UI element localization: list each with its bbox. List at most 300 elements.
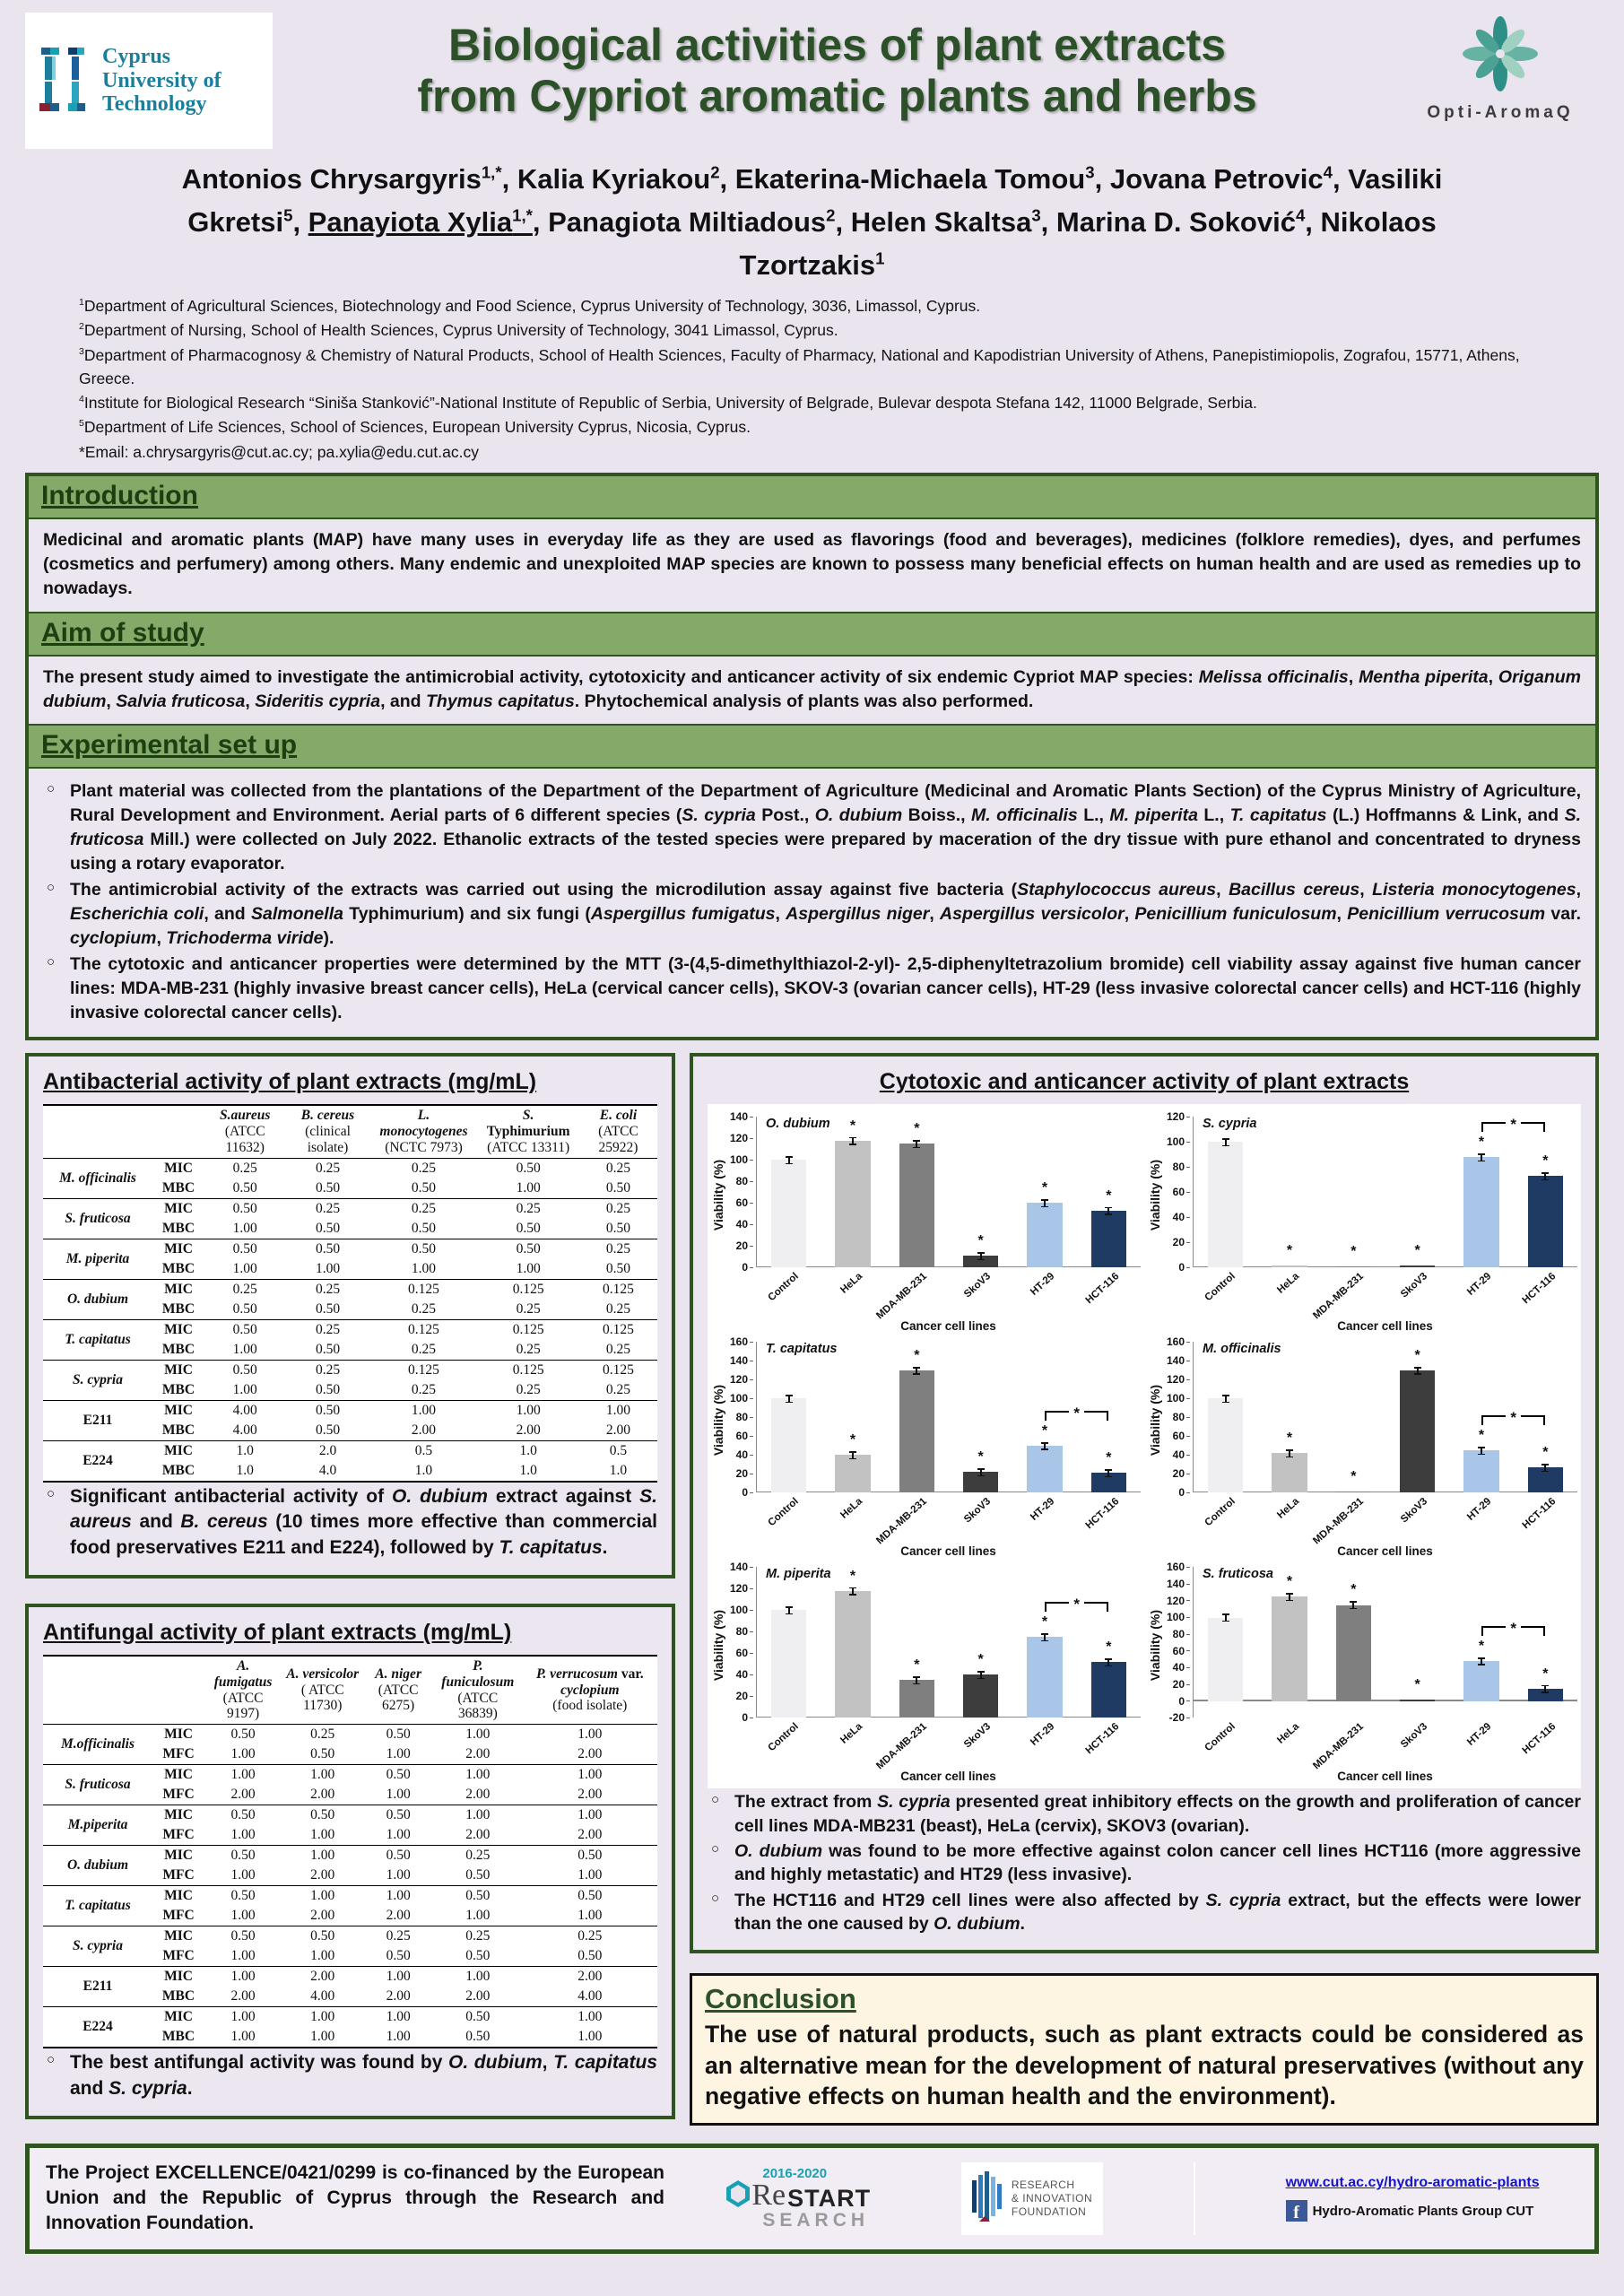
significance-star: *	[1286, 1574, 1293, 1590]
significance-star: *	[1542, 1665, 1549, 1682]
value-cell: 1.00	[516, 1179, 541, 1196]
antifungal-bullet	[43, 2050, 657, 2101]
significance-star: *	[1350, 1468, 1357, 1484]
species-cell: M.officinalis	[61, 1736, 135, 1752]
x-tick-label: SkoV3	[1398, 1721, 1430, 1751]
section-introduction-heading: Introduction	[41, 480, 198, 510]
value-cell: 0.25	[578, 1928, 603, 1944]
value-cell: 0.25	[605, 1381, 631, 1397]
cut-website-link[interactable]: www.cut.ac.cy/hydro-aromatic-plants	[1285, 2175, 1540, 2191]
bar-HT-29	[1027, 1203, 1062, 1267]
significance-star: *	[1542, 1153, 1549, 1170]
x-axis-labels	[1193, 1718, 1577, 1775]
value-cell: 4.00	[310, 1988, 335, 2005]
conclusion-heading: Conclusion	[705, 1983, 856, 2015]
value-cell: 1.00	[578, 1726, 603, 1743]
y-axis-label: Viability (%)	[1148, 1610, 1162, 1682]
significance-star: *	[849, 1432, 856, 1448]
value-cell: 1.0	[519, 1442, 537, 1458]
x-axis-title: Cancer cell lines	[1337, 1770, 1433, 1784]
value-cell: 2.00	[310, 1969, 335, 1985]
species-cell: S. fruticosa	[65, 1777, 131, 1793]
table-row: MFC 1.00 2.00 2.00 1.00 1.00	[43, 1906, 657, 1926]
affiliations	[79, 294, 1545, 464]
value-cell: 0.50	[605, 1260, 631, 1276]
cytotoxic-heading: Cytotoxic and anticancer activity of plant extracts	[879, 1069, 1410, 1095]
value-cell: 0.50	[230, 1726, 256, 1743]
value-cell: 0.50	[232, 1240, 257, 1257]
x-tick-label: HCT-116	[1520, 1496, 1559, 1532]
error-bar	[916, 1140, 917, 1148]
value-cell: 0.25	[516, 1381, 541, 1397]
species-cell: S. fruticosa	[65, 1210, 131, 1226]
species-cell: M. piperita	[65, 1250, 130, 1266]
x-tick-label: SkoV3	[961, 1496, 994, 1526]
x-tick-label: HT-29	[1465, 1271, 1494, 1299]
x-tick-label: HT-29	[1029, 1496, 1057, 1524]
optiaromaq-logo	[1402, 13, 1599, 123]
value-cell: 0.50	[465, 2029, 491, 2045]
species-cell: S. cypria	[73, 1371, 123, 1387]
species-cell: O. dubium	[66, 1857, 129, 1874]
error-bar	[980, 1671, 982, 1679]
list-item: ○ O. dubium was found to be more effective against colon cancer cell lines HCT116 (more aggressive and highly metastatic) and HT29 (less invasive).	[708, 1839, 1581, 1887]
list-item: ○ The HCT116 and HT29 cell lines were also affected by S. cypria extract, but the effects were lower than the one caused by O. dubium.	[708, 1889, 1581, 1936]
bar-MDA-MB-231	[899, 1370, 934, 1493]
value-cell: 0.50	[578, 1948, 603, 1964]
value-cell: 0.50	[465, 1948, 491, 1964]
error-bar	[1107, 1469, 1109, 1477]
chart-title: O. dubium	[766, 1117, 830, 1132]
x-tick-label: Control	[766, 1721, 801, 1754]
significance-star: *	[1414, 1242, 1420, 1258]
value-cell: 0.25	[465, 1848, 491, 1864]
significance-bracket: *	[1481, 1415, 1545, 1425]
value-cell: 1.00	[310, 1767, 335, 1783]
column-header: A. versicolor ( ATCC 11730)	[286, 1665, 360, 1714]
significance-star: *	[1286, 1431, 1293, 1447]
value-cell: 2.00	[386, 1908, 411, 1924]
column-header: A. niger (ATCC 6275)	[375, 1665, 421, 1714]
significance-star: *	[1478, 1428, 1485, 1444]
columns	[25, 1053, 1599, 2125]
y-axis-ticks: 140 120 100 80 60 40 20 0	[729, 1561, 748, 1725]
value-cell: 2.00	[230, 1787, 256, 1803]
bar-HeLa	[835, 1455, 870, 1492]
table-row: E224 MIC 1.00 1.00 1.00 0.50 1.00	[43, 2007, 657, 2028]
table-row: E211 MIC 4.00 0.50 1.00 1.00 1.00	[43, 1400, 657, 1421]
value-cell: 0.25	[232, 1160, 257, 1176]
value-cell: 1.00	[578, 1867, 603, 1883]
value-cell: 0.25	[411, 1200, 437, 1216]
chart-title: M. officinalis	[1203, 1342, 1281, 1357]
error-bar	[1481, 1153, 1482, 1161]
right-column	[690, 1053, 1599, 2125]
table-row: T. capitatus MIC 0.50 1.00 1.00 0.50 0.50	[43, 1886, 657, 1907]
bar-Control	[1208, 1398, 1243, 1492]
chart-t.-capitatus	[711, 1335, 1141, 1561]
value-cell: 1.00	[310, 1888, 335, 1904]
y-axis-ticks: 160 140 120 100 80 60 40 20 0	[729, 1335, 748, 1500]
error-bar	[1107, 1658, 1109, 1666]
significance-star: *	[914, 1657, 920, 1674]
error-bar	[1352, 1601, 1354, 1609]
value-cell: 0.25	[315, 1281, 341, 1297]
value-cell: 1.00	[386, 1787, 411, 1803]
value-cell: 1.00	[232, 1260, 257, 1276]
value-cell: 1.00	[230, 1867, 256, 1883]
cut-logo-text: Cyprus University of Technology	[102, 44, 221, 117]
column-header: P. verrucosum var. cyclopium (food isolate)	[535, 1665, 644, 1714]
x-axis-title: Cancer cell lines	[900, 1770, 996, 1784]
section-introduction-band	[29, 476, 1595, 519]
value-cell: 2.00	[465, 1787, 491, 1803]
value-cell: 0.25	[605, 1200, 631, 1216]
author: Panayiota Xylia$^{1,*}$	[308, 205, 533, 239]
error-bar	[1289, 1449, 1290, 1457]
value-cell: 2.00	[465, 1988, 491, 2005]
value-cell: 0.25	[232, 1281, 257, 1297]
bar-SkoV3	[1400, 1370, 1435, 1493]
x-tick-label: SkoV3	[1398, 1496, 1430, 1526]
significance-star: *	[849, 1118, 856, 1134]
section-aim-heading: Aim of study	[41, 617, 204, 648]
value-cell: 1.00	[230, 1767, 256, 1783]
value-cell: 0.125	[603, 1361, 634, 1378]
value-cell: 1.00	[386, 1827, 411, 1843]
species-cell: E224	[83, 2019, 113, 2035]
bar-SkoV3	[1400, 1700, 1435, 1701]
chart-title: S. cypria	[1203, 1117, 1257, 1132]
error-bar	[1044, 1199, 1046, 1207]
species-cell: M.piperita	[67, 1817, 128, 1833]
bar-MDA-MB-231	[1336, 1605, 1371, 1701]
value-cell: 1.00	[465, 1908, 491, 1924]
value-cell: 0.25	[516, 1300, 541, 1317]
plot-area	[756, 1342, 1141, 1492]
table-row: MBC 1.00 0.50 0.25 0.25 0.25	[43, 1340, 657, 1361]
antibacterial-panel	[25, 1053, 675, 1578]
table-row: MBC 1.00 1.00 1.00 0.50 1.00	[43, 2027, 657, 2048]
value-cell: 1.00	[230, 2029, 256, 2045]
chart-m.-officinalis	[1148, 1335, 1577, 1561]
chart-m.-piperita	[711, 1563, 1141, 1787]
value-cell: 0.50	[230, 1888, 256, 1904]
value-cell: 0.25	[315, 1160, 341, 1176]
significance-star: *	[914, 1347, 920, 1363]
section-experimental-body	[29, 769, 1595, 1037]
value-cell: 1.00	[465, 1807, 491, 1823]
chart-title: M. piperita	[766, 1567, 831, 1582]
table-row: S. fruticosa MIC 0.50 0.25 0.25 0.25 0.25	[43, 1198, 657, 1219]
x-tick-label: HT-29	[1465, 1721, 1494, 1749]
value-cell: 0.50	[411, 1179, 437, 1196]
error-bar	[788, 1606, 790, 1614]
author: Nikolaos Tzortzakis$^1$	[739, 206, 1437, 282]
author: Helen Skaltsa$^3$	[850, 205, 1041, 239]
value-cell: 0.50	[465, 1867, 491, 1883]
value-cell: 0.50	[386, 1807, 411, 1823]
value-cell: 0.125	[512, 1361, 544, 1378]
y-axis-ticks: 160 140 120 100 80 60 40 20 0	[1166, 1335, 1185, 1500]
x-tick-label: Control	[766, 1496, 801, 1529]
x-axis-labels	[756, 1267, 1141, 1325]
value-cell: 0.50	[516, 1220, 541, 1236]
value-cell: 0.50	[516, 1240, 541, 1257]
value-cell: 2.00	[310, 1908, 335, 1924]
significance-star: *	[1414, 1347, 1420, 1363]
authors-line: Antonios Chrysargyris$^{1,*}$, Kalia Kyriakou$^2$, Ekaterina-Michaela Tomou$^3$, Jovana Petrovic$^4$, Vasiliki Gkretsi$^5$, Panayiota Xylia$^{1,*}$, Panagiota Miltiadous$^2$, Helen Skaltsa$^3$, Marina D. Soković$^4$, Nikolaos Tzortzakis$^1$	[181, 162, 1443, 282]
antifungal-panel	[25, 1604, 675, 2119]
error-bar	[788, 1395, 790, 1403]
bar-HeLa	[1272, 1453, 1307, 1492]
bar-HCT-116	[1091, 1662, 1126, 1718]
x-tick-label: HCT-116	[1520, 1721, 1559, 1757]
x-tick-label: HeLa	[838, 1271, 865, 1297]
value-cell: 4.00	[232, 1402, 257, 1418]
antifungal-bullet-item: ○ The best antifungal activity was found by O. dubium, T. capitatus and S. cypria.	[43, 2050, 657, 2101]
value-cell: 1.00	[232, 1381, 257, 1397]
error-bar	[1544, 1464, 1546, 1472]
significance-star: *	[1041, 1180, 1048, 1196]
value-cell: 1.00	[411, 1260, 437, 1276]
significance-star: *	[1350, 1582, 1357, 1598]
footer	[25, 2144, 1599, 2254]
value-cell: 1.00	[516, 1260, 541, 1276]
bar-HeLa	[1272, 1596, 1307, 1701]
error-bar	[1481, 1447, 1482, 1455]
plot-area	[756, 1117, 1141, 1267]
value-cell: 1.00	[230, 1948, 256, 1964]
bar-HT-29	[1027, 1446, 1062, 1493]
value-cell: 2.00	[310, 1787, 335, 1803]
restart-logo	[726, 2167, 871, 2230]
table-row: MFC 1.00 0.50 1.00 2.00 2.00	[43, 1744, 657, 1765]
restart-search: SEARCH	[762, 2210, 870, 2231]
value-cell: 1.00	[516, 1402, 541, 1418]
value-cell: 0.50	[386, 1948, 411, 1964]
error-bar	[1289, 1593, 1290, 1601]
error-bar	[916, 1676, 917, 1684]
table-row: MFC 1.00 2.00 1.00 0.50 1.00	[43, 1866, 657, 1886]
error-bar	[1044, 1442, 1046, 1450]
table-row: S. fruticosa MIC 1.00 1.00 0.50 1.00 1.00	[43, 1765, 657, 1786]
affiliation-line: $^3$Department of Pharmacognosy & Chemistry of Natural Products, School of Health Sciences, Faculty of Pharmacy, National and Kapodistrian University of Athens, Panepistimiopolis, Zografou, 15771, Athens, Greece.	[79, 345, 1520, 387]
value-cell: 1.00	[232, 1220, 257, 1236]
x-tick-label: HeLa	[1275, 1721, 1302, 1747]
significance-bracket: *	[1045, 1411, 1108, 1421]
value-cell: 0.125	[408, 1281, 439, 1297]
error-bar	[1544, 1172, 1546, 1180]
value-cell: 0.50	[605, 1179, 631, 1196]
value-cell: 1.00	[310, 1827, 335, 1843]
x-tick-label: HeLa	[838, 1721, 865, 1747]
chart-title: S. fruticosa	[1203, 1567, 1273, 1582]
error-bar	[1107, 1207, 1109, 1215]
value-cell: 2.00	[386, 1988, 411, 2005]
value-cell: 1.00	[465, 1969, 491, 1985]
value-cell: 1.00	[386, 1969, 411, 1985]
chart-s.-cypria	[1148, 1110, 1577, 1336]
author: Vasiliki Gkretsi$^5$	[187, 163, 1443, 239]
column-header: P. funiculosum (ATCC 36839)	[441, 1657, 515, 1722]
value-cell: 0.50	[315, 1220, 341, 1236]
value-cell: 0.50	[315, 1341, 341, 1357]
value-cell: 0.25	[465, 1928, 491, 1944]
value-cell: 1.00	[230, 1969, 256, 1985]
error-bar	[852, 1137, 854, 1145]
x-tick-label: SkoV3	[1398, 1271, 1430, 1300]
value-cell: 0.50	[310, 1746, 335, 1762]
value-cell: 0.50	[232, 1361, 257, 1378]
x-tick-label: Control	[1203, 1496, 1238, 1529]
chart-title: T. capitatus	[766, 1342, 838, 1357]
x-tick-label: HT-29	[1029, 1271, 1057, 1299]
restart-years: 2016-2020	[762, 2166, 828, 2182]
value-cell: 0.25	[516, 1200, 541, 1216]
table-row: E211 MIC 1.00 2.00 1.00 1.00 2.00	[43, 1967, 657, 1987]
value-cell: 0.125	[408, 1321, 439, 1337]
plot-area	[1193, 1567, 1577, 1718]
value-cell: 1.0	[609, 1462, 628, 1478]
error-bar	[980, 1468, 982, 1476]
conclusion-text: The use of natural products, such as plant extracts could be considered as an alternative mean for the development of natural preservatives (without any negative effects on human health and the environment).	[705, 2021, 1584, 2110]
author: Kalia Kyriakou$^2$	[517, 162, 720, 195]
x-axis-labels	[1193, 1492, 1577, 1550]
flower-icon	[1457, 85, 1543, 100]
value-cell: 1.00	[386, 2029, 411, 2045]
value-cell: 2.00	[578, 1746, 603, 1762]
value-cell: 1.0	[236, 1462, 254, 1478]
error-bar	[1044, 1633, 1046, 1641]
table-row: MFC 1.00 1.00 0.50 0.50 0.50	[43, 1946, 657, 1967]
value-cell: 0.50	[386, 1848, 411, 1864]
value-cell: 0.50	[230, 1807, 256, 1823]
value-cell: 1.00	[386, 1867, 411, 1883]
restart-start: START	[787, 2185, 872, 2213]
facebook-row[interactable]	[1286, 2200, 1540, 2222]
error-bar	[980, 1252, 982, 1260]
y-axis-label: Viability (%)	[711, 1610, 725, 1682]
significance-star: *	[1041, 1422, 1048, 1439]
value-cell: 0.25	[411, 1381, 437, 1397]
value-cell: 2.00	[465, 1746, 491, 1762]
value-cell: 1.00	[386, 1746, 411, 1762]
value-cell: 0.25	[605, 1240, 631, 1257]
list-item: ○ The cytotoxic and anticancer properties were determined by the MTT (3-(4,5-dimethylthiazol-2-yl)- 2,5-diphenyltetrazolium bromide) cell viability assay against five human cancer lines: MDA-MB-231 (highly invasive breast cancer cells), HeLa (cervical cancer cells), SKOV-3 (ovarian cancer cells), HT-29 (less invasive colorectal cancer cells) and HCT-116 (highly invasive colorectal cancer cells).	[43, 952, 1581, 1025]
species-cell: M. officinalis	[59, 1170, 136, 1186]
value-cell: 2.00	[465, 1827, 491, 1843]
value-cell: 0.50	[465, 2009, 491, 2025]
value-cell: 1.00	[386, 2009, 411, 2025]
bar-HeLa	[835, 1591, 870, 1718]
table-row: M. piperita MIC 0.50 0.50 0.50 0.50 0.25	[43, 1239, 657, 1259]
bar-HT-29	[1463, 1157, 1498, 1267]
column-header: S. Typhimurium (ATCC 13311)	[486, 1108, 570, 1156]
affiliation-line: $^4$Institute for Biological Research “Siniša Stanković”-National Institute of Republic of Serbia, University of Belgrade, Bulevar despota Stefana 142, 11000 Belgrade, Serbia.	[79, 394, 1257, 413]
value-cell: 0.50	[230, 1928, 256, 1944]
value-cell: 2.00	[578, 1827, 603, 1843]
affiliation-line: $^2$Department of Nursing, School of Health Sciences, Cyprus University of Technology, 3041 Limassol, Cyprus.	[79, 321, 838, 340]
value-cell: 0.25	[411, 1160, 437, 1176]
value-cell: 1.00	[578, 1807, 603, 1823]
x-tick-label: HCT-116	[1520, 1271, 1559, 1307]
significance-star: *	[1041, 1614, 1048, 1631]
footer-logos	[688, 2162, 1578, 2235]
significance-star: *	[977, 1652, 984, 1668]
facebook-label: Hydro-Aromatic Plants Group CUT	[1312, 2203, 1534, 2219]
significance-star: *	[1542, 1445, 1549, 1461]
table-row: O. dubium MIC 0.50 1.00 0.50 0.25 0.50	[43, 1846, 657, 1866]
value-cell: 0.25	[315, 1361, 341, 1378]
section-aim-band	[29, 612, 1595, 657]
x-tick-label: HCT-116	[1083, 1721, 1122, 1757]
error-bar	[1417, 1367, 1419, 1375]
chart-s.-fruticosa	[1148, 1563, 1577, 1787]
rif-icon	[972, 2171, 1003, 2226]
affiliation-line: *Email: a.chrysargyris@cut.ac.cy; pa.xylia@edu.cut.ac.cy	[79, 442, 479, 461]
restart-re: Re	[751, 2179, 786, 2213]
value-cell: 1.00	[578, 2029, 603, 2045]
table-row: M.piperita MIC 0.50 0.50 0.50 1.00 1.00	[43, 1805, 657, 1826]
value-cell: 0.50	[465, 1888, 491, 1904]
value-cell: 1.00	[230, 1827, 256, 1843]
table-row: S. cypria MIC 0.50 0.25 0.125 0.125 0.125	[43, 1360, 657, 1380]
header	[25, 13, 1599, 149]
error-bar	[916, 1367, 917, 1375]
page-title-line1: Biological activities of plant extracts	[448, 20, 1226, 70]
rif-text: RESEARCH & INNOVATION FOUNDATION	[1011, 2178, 1093, 2218]
significance-star: *	[914, 1121, 920, 1137]
column-header: E. coli (ATCC 25922)	[598, 1108, 638, 1156]
value-cell: 0.50	[315, 1422, 341, 1438]
section-experimental-band	[29, 724, 1595, 769]
value-cell: 0.50	[411, 1240, 437, 1257]
species-cell: T. capitatus	[65, 1898, 131, 1914]
value-cell: 2.00	[605, 1422, 631, 1438]
species-cell: O. dubium	[66, 1291, 129, 1307]
species-cell: E211	[83, 1412, 113, 1428]
table-row: MBC 1.00 1.00 1.00 1.00 0.50	[43, 1259, 657, 1280]
error-bar	[852, 1451, 854, 1459]
x-tick-label: HCT-116	[1083, 1271, 1122, 1307]
x-tick-label: MDA-MB-231	[1310, 1496, 1366, 1547]
value-cell: 0.50	[310, 1928, 335, 1944]
x-tick-label: HeLa	[838, 1496, 865, 1522]
cytotoxic-bullets	[708, 1790, 1581, 1935]
x-tick-label: SkoV3	[961, 1271, 994, 1300]
error-bar	[1225, 1395, 1227, 1403]
value-cell: 0.50	[315, 1402, 341, 1418]
facebook-icon: f	[1286, 2200, 1307, 2222]
value-cell: 0.50	[232, 1321, 257, 1337]
x-tick-label: HT-29	[1465, 1496, 1494, 1524]
bar-HCT-116	[1528, 1176, 1563, 1267]
value-cell: 0.50	[315, 1179, 341, 1196]
cut-logo	[25, 13, 273, 149]
x-axis-title: Cancer cell lines	[900, 1319, 996, 1334]
antifungal-table	[43, 1655, 657, 2048]
value-cell: 0.25	[605, 1300, 631, 1317]
significance-star: *	[977, 1233, 984, 1249]
x-tick-label: SkoV3	[961, 1721, 994, 1751]
value-cell: 1.00	[605, 1402, 631, 1418]
list-item: ○ The antimicrobial activity of the extracts was carried out using the microdilution assay against five bacteria (Staphylococcus aureus, Bacillus cereus, Listeria monocytogenes, Escherichia coli, and Salmonella Typhimurium) and six fungi (Aspergillus fumigatus, Aspergillus niger, Aspergillus versicolor, Penicillium funiculosum, Penicillium verrucosum var. cyclopium, Trichoderma viride).	[43, 878, 1581, 951]
value-cell: 0.125	[512, 1281, 544, 1297]
value-cell: 1.00	[465, 1726, 491, 1743]
significance-star: *	[1286, 1242, 1293, 1258]
funding-text: The Project EXCELLENCE/0421/0299 is co-financed by the European Union and the Republic of Cyprus through the Research and Innovation Foundation.	[46, 2161, 664, 2234]
